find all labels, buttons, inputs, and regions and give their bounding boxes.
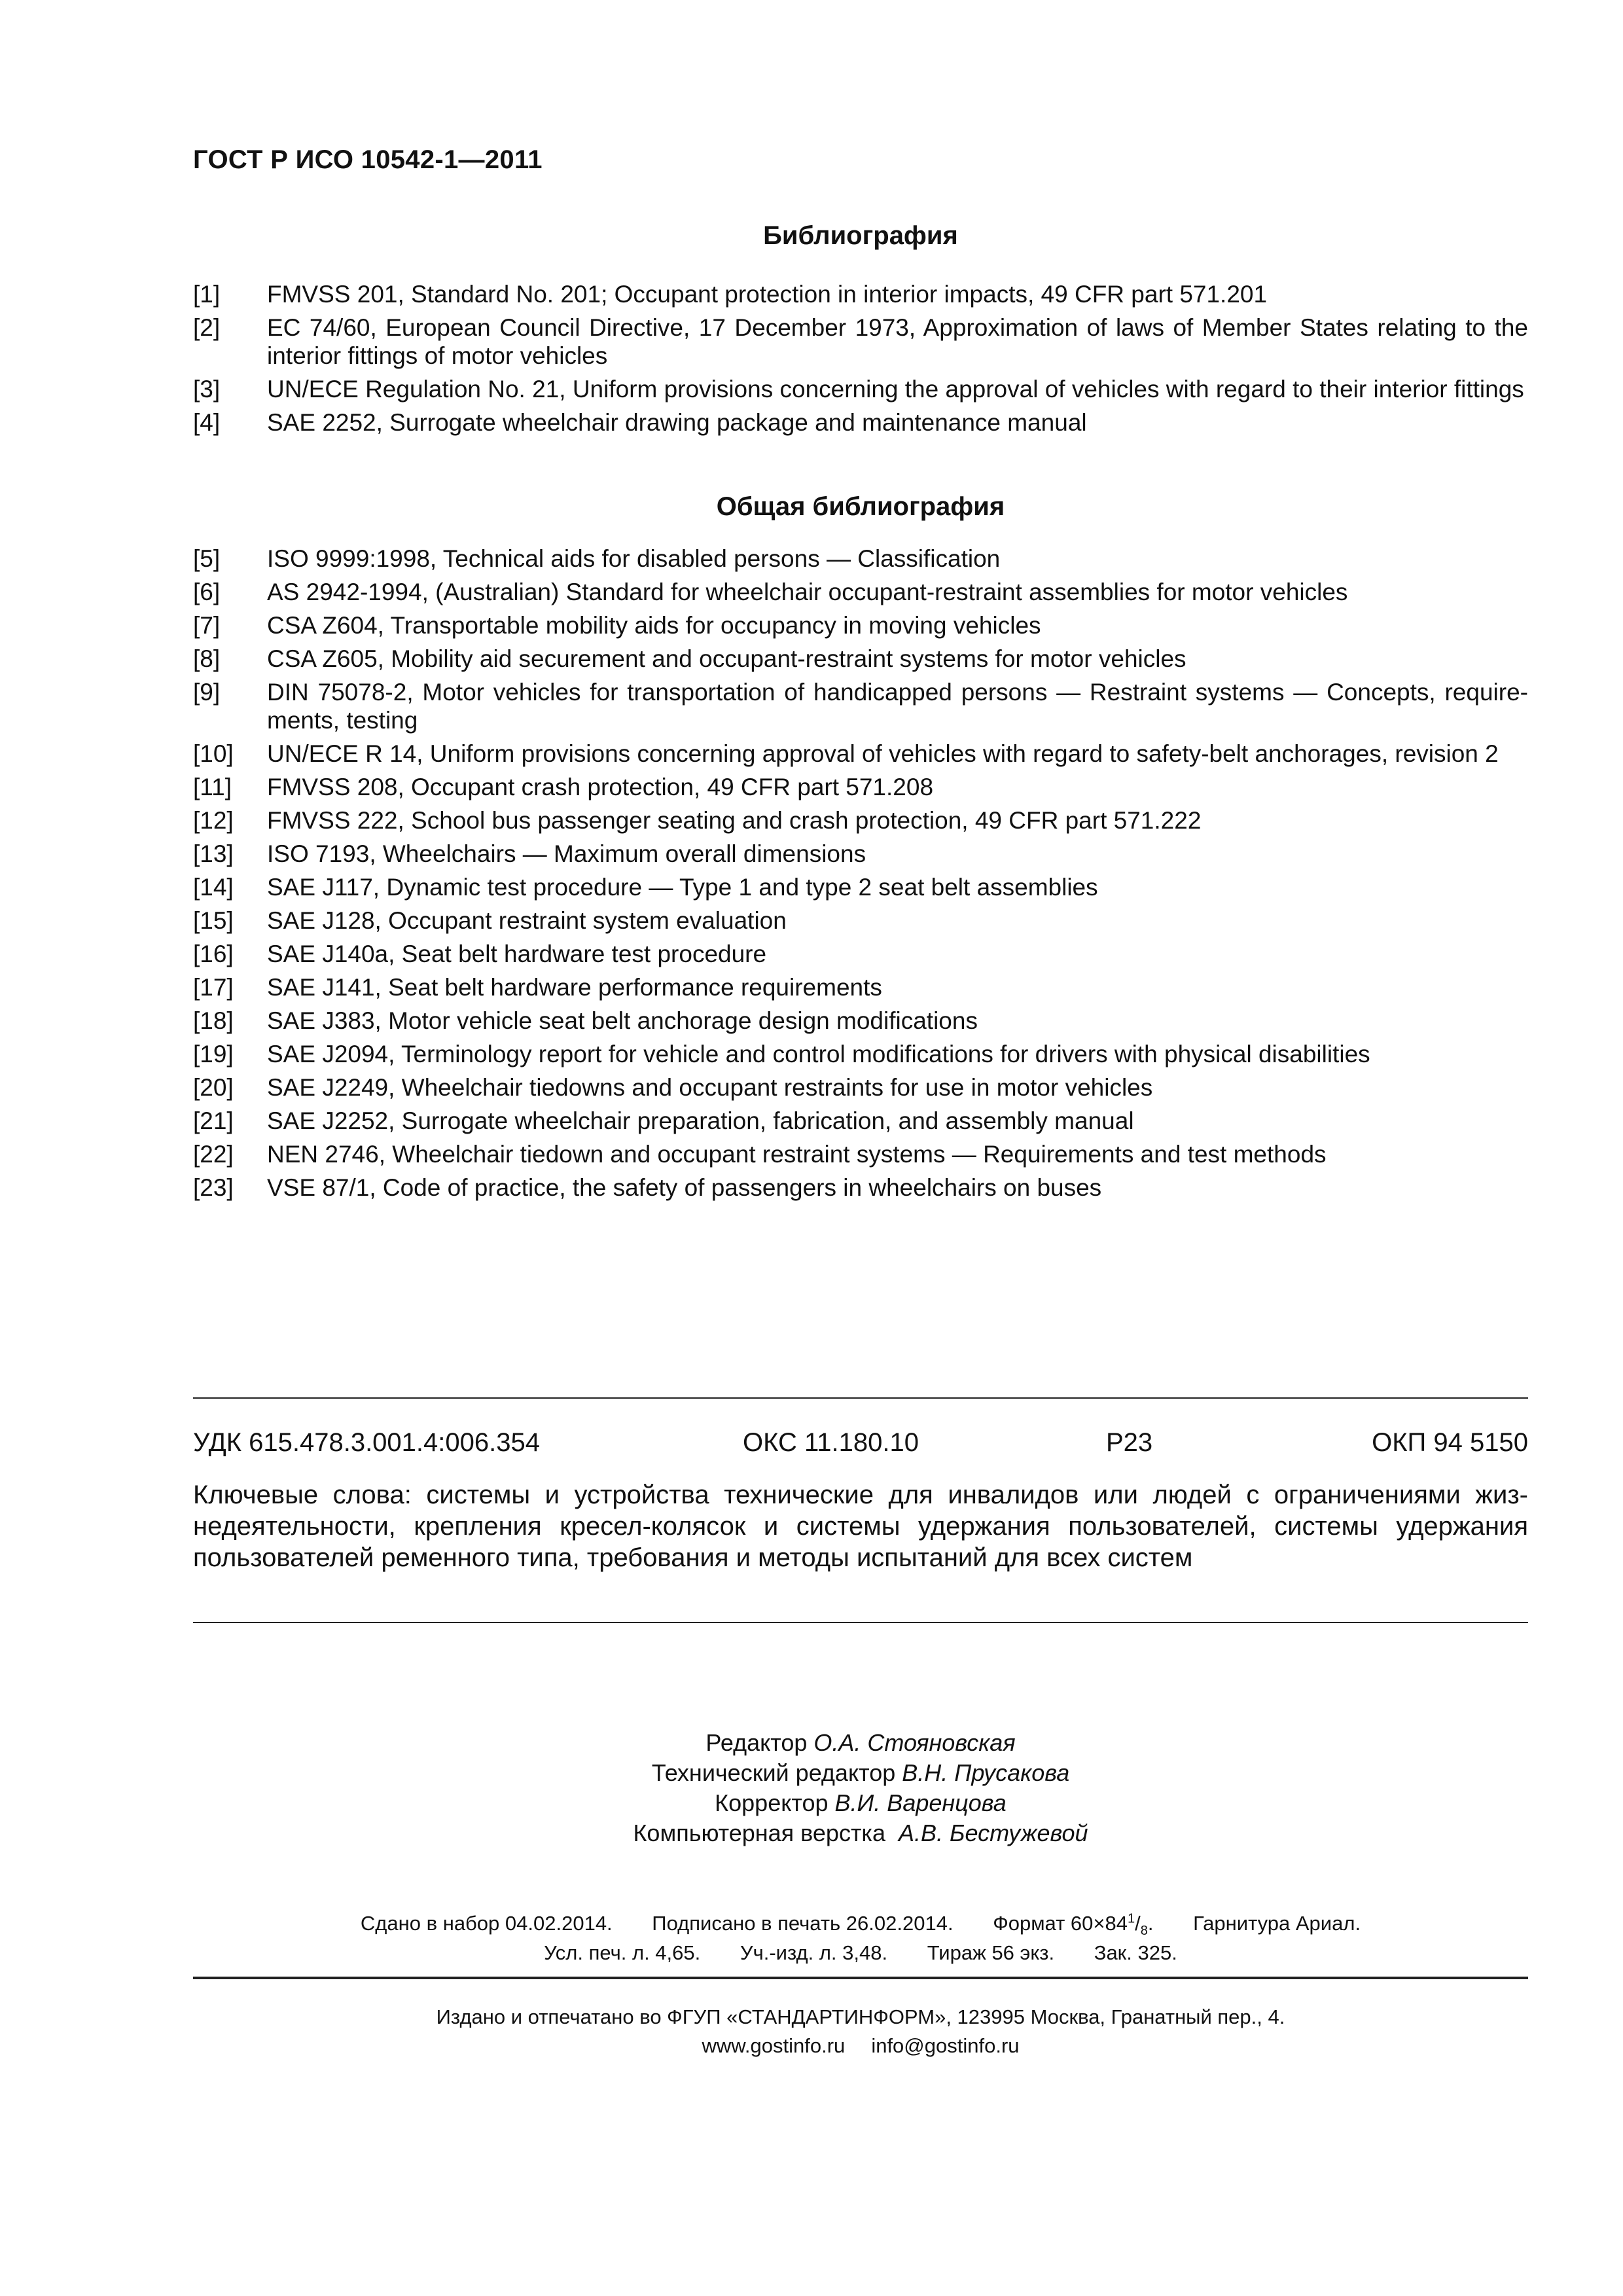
reference-number: [9] [193,679,221,706]
reference-item [193,773,1528,801]
general-bibliography-title: Общая библиография [716,492,1005,521]
reference-text: SAE J117, Dynamic test procedure — Type 1 and type 2 seat belt assemblies [267,874,1098,901]
staff-name: О.А. Стояновская [813,1729,1016,1756]
reference-number: [22] [193,1141,234,1168]
reference-text: ISO 7193, Wheelchairs — Maximum overall dimensions [267,840,866,867]
staff-line [0,1788,1623,1818]
staff-name: В.И. Варенцова [834,1789,1007,1816]
order-number: Зак. 325. [1094,1941,1177,1964]
r-code: Р23 [1106,1428,1153,1457]
okp-code: ОКП 94 5150 [1372,1428,1528,1457]
staff-role: Компьютерная верстка [633,1820,885,1846]
format-numerator: 1 [1128,1912,1135,1926]
reference-text: DIN 75078-2, Motor vehicles for transportation of handicapped persons — Restraint systems — Concepts, requirements, testing [267,679,1528,734]
reference-number: [12] [193,807,234,834]
general-bibliography-list [193,545,1528,1207]
format-prefix: Формат 60×84 [993,1912,1128,1935]
reference-item [193,280,1528,308]
reference-number: [5] [193,545,221,572]
divider-thick [193,1977,1528,1979]
reference-item [193,840,1528,868]
reference-item [193,375,1528,403]
reference-text: SAE J2094, Terminology report for vehicle and control modifications for drivers with physical disabilities [267,1041,1370,1067]
reference-item [193,578,1528,606]
publication-sheets: Уч.-изд. л. 3,48. [740,1941,888,1964]
format-suffix: . [1147,1912,1154,1935]
print-run: Тираж 56 экз. [927,1941,1055,1964]
reference-number: [19] [193,1041,234,1067]
reference-item [193,611,1528,639]
reference-text: FMVSS 208, Occupant crash protection, 49 CFR part 571.208 [267,774,934,800]
reference-item [193,1007,1528,1035]
staff-line [0,1758,1623,1788]
reference-number: [1] [193,281,221,308]
publisher-info [193,2003,1528,2060]
reference-number: [18] [193,1007,234,1034]
reference-item [193,1140,1528,1168]
reference-number: [11] [193,774,232,800]
staff-name: А.В. Бестужевой [899,1820,1088,1846]
reference-text: FMVSS 201, Standard No. 201; Occupant protection in interior impacts, 49 CFR part 571.201 [267,281,1268,308]
bibliography-title: Библиография [763,221,958,250]
reference-item [193,408,1528,437]
staff-role: Технический редактор [651,1759,896,1786]
divider [193,1622,1528,1623]
publisher-line: Издано и отпечатано во ФГУП «СТАНДАРТИНФОРМ», 123995 Москва, Гранатный пер., 4. [436,2005,1285,2028]
website-link[interactable]: www.gostinfo.ru [702,2034,846,2057]
keywords: Ключевые слова: системы и устройства технические для инвалидов или людей с ограничениями жизнедеятельности, крепления кресел-колясок и системы удержания пользователей, системы удержания пользователей ременного типа, требования и методы испытаний для всех систем [193,1480,1528,1572]
typeface: Гарнитура Ариал. [1193,1912,1361,1935]
print-info-line-2 [193,1939,1528,1967]
reference-number: [2] [193,314,221,341]
reference-number: [14] [193,874,234,901]
reference-item [193,1040,1528,1068]
reference-text: CSA Z604, Transportable mobility aids for occupancy in moving vehicles [267,612,1041,639]
oks-code: ОКС 11.180.10 [743,1428,919,1457]
reference-item [193,314,1528,370]
publisher-contacts [193,2032,1528,2060]
reference-text: SAE J140a, Seat belt hardware test procedure [267,941,767,967]
reference-item [193,906,1528,935]
reference-text: VSE 87/1, Code of practice, the safety of passengers in wheelchairs on buses [267,1174,1102,1201]
reference-number: [3] [193,376,221,403]
reference-number: [6] [193,579,221,605]
document-code: ГОСТ Р ИСО 10542-1—2011 [193,145,543,174]
reference-text: SAE J383, Motor vehicle seat belt anchorage design modifications [267,1007,978,1034]
reference-text: SAE J128, Occupant restraint system evaluation [267,907,787,934]
reference-item [193,940,1528,968]
reference-number: [8] [193,645,221,672]
reference-number: [23] [193,1174,234,1201]
reference-item [193,873,1528,901]
divider [193,1397,1528,1399]
signed-date: Подписано в печать 26.02.2014. [652,1912,954,1935]
reference-number: [13] [193,840,234,867]
reference-number: [7] [193,612,221,639]
reference-text: SAE J2249, Wheelchair tiedowns and occupant restraints for use in motor vehicles [267,1074,1153,1101]
reference-text: UN/ECE Regulation No. 21, Uniform provisions concerning the approval of vehicles with regard to their interior fittings [267,376,1524,403]
reference-number: [4] [193,409,221,436]
reference-item [193,973,1528,1001]
reference-text: FMVSS 222, School bus passenger seating and crash protection, 49 CFR part 571.222 [267,807,1202,834]
email-link[interactable]: info@gostinfo.ru [871,2034,1020,2057]
reference-item [193,545,1528,573]
staff-line [0,1818,1623,1848]
reference-item [193,645,1528,673]
reference-item [193,1073,1528,1102]
reference-text: EC 74/60, European Council Directive, 17 December 1973, Approximation of laws of Member States relating to the interior fittings of motor vehicles [267,314,1528,369]
staff-role: Корректор [715,1789,829,1816]
staff-credits [0,1728,1623,1848]
reference-number: [17] [193,974,234,1001]
paper-format: Формат $60\times 84^1/_8$. [993,1912,1154,1939]
bibliography-list [193,280,1528,442]
reference-item [193,1174,1528,1202]
reference-text: CSA Z605, Mobility aid securement and occupant-restraint systems for motor vehicles [267,645,1186,672]
reference-item [193,806,1528,834]
reference-item [193,1107,1528,1135]
reference-number: [21] [193,1107,234,1134]
printed-sheets: Усл. печ. л. 4,65. [544,1941,701,1964]
reference-item [193,740,1528,768]
reference-item [193,678,1528,734]
reference-text: UN/ECE R 14, Uniform provisions concerning approval of vehicles with regard to safety-belt anchorages, revision 2 [267,740,1499,767]
submitted-date: Сдано в набор 04.02.2014. [360,1912,613,1935]
reference-text: AS 2942-1994, (Australian) Standard for wheelchair occupant-restraint assemblies for motor vehicles [267,579,1348,605]
staff-name: В.Н. Прусакова [902,1759,1070,1786]
reference-number: [10] [193,740,234,767]
format-denominator: 8 [1140,1924,1148,1939]
udk-code: УДК 615.478.3.001.4:006.354 [193,1428,540,1457]
reference-text: SAE 2252, Surrogate wheelchair drawing package and maintenance manual [267,409,1087,436]
reference-number: [15] [193,907,234,934]
reference-text: ISO 9999:1998, Technical aids for disabled persons — Classification [267,545,1001,572]
reference-text: SAE J2252, Surrogate wheelchair preparation, fabrication, and assembly manual [267,1107,1134,1134]
reference-number: [16] [193,941,234,967]
reference-number: [20] [193,1074,234,1101]
reference-text: NEN 2746, Wheelchair tiedown and occupant restraint systems — Requirements and test methods [267,1141,1327,1168]
staff-role: Редактор [705,1729,808,1756]
staff-line [0,1728,1623,1758]
reference-text: SAE J141, Seat belt hardware performance requirements [267,974,882,1001]
